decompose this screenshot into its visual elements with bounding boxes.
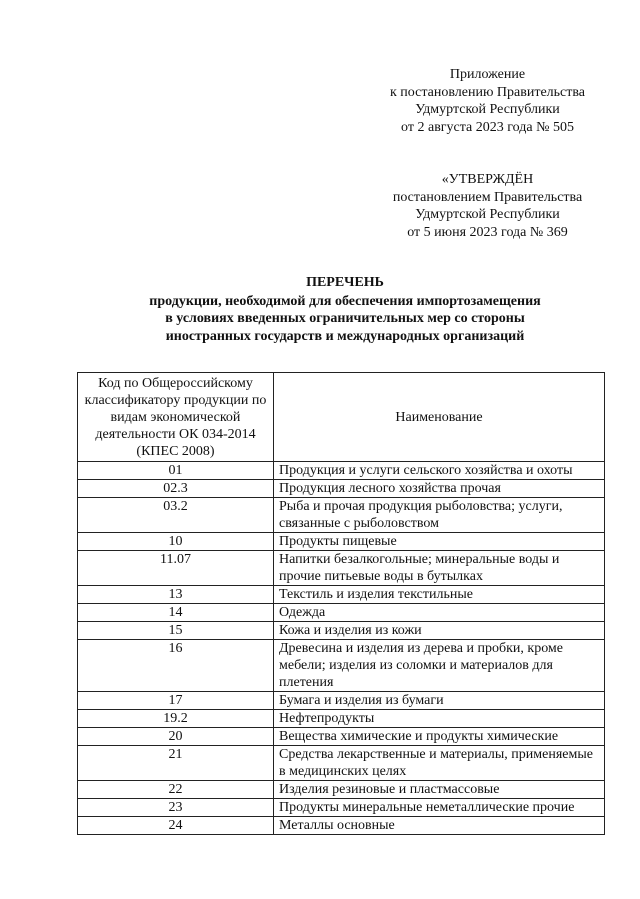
row-name: Изделия резиновые и пластмассовые [274,781,605,799]
row-code: 01 [78,462,274,480]
appendix-line: Удмуртской Республики [415,102,560,117]
table-row [78,604,605,622]
title-line: иностранных государств и международных организаций [165,328,525,344]
row-name: Кожа и изделия из кожи [274,622,605,640]
table-row [78,498,605,533]
approved-line: постановлением Правительства [392,189,583,205]
header-code: Код по Общероссийскому классификатору продукции по видам экономической деятельности ОК 034-2014 (КПЕС 2008) [78,373,274,462]
table-row [78,462,605,480]
title-line: продукции, необходимой для обеспечения импортозамещения [149,293,541,309]
table-row [78,746,605,781]
appendix-line: к постановлению Правительства [389,84,586,100]
row-code: 24 [78,817,274,835]
table-header-row [78,373,605,462]
approved-block [355,171,620,241]
row-code: 03.2 [78,498,274,533]
table-row [78,692,605,710]
table-row [78,533,605,551]
row-name: Продукция и услуги сельского хозяйства и охоты [274,462,605,480]
row-name: Продукция лесного хозяйства прочая [274,480,605,498]
table-row [78,622,605,640]
approved-line: Удмуртской Республики [415,207,560,222]
row-code: 14 [78,604,274,622]
appendix-block [360,66,615,136]
row-code: 13 [78,586,274,604]
row-name: Бумага и изделия из бумаги [274,692,605,710]
table-row [78,551,605,586]
row-name: Одежда [274,604,605,622]
row-code: 02.3 [78,480,274,498]
row-name: Рыба и прочая продукция рыболовства; услуги, связанные с рыболовством [274,498,605,533]
row-code: 19.2 [78,710,274,728]
table-row [78,799,605,817]
appendix-line: от 2 августа 2023 года № 505 [401,119,574,135]
approved-line: «УТВЕРЖДЁН [441,172,534,187]
row-name: Напитки безалкогольные; минеральные воды и прочие питьевые воды в бутылках [274,551,605,586]
document-title [60,274,630,345]
row-name: Средства лекарственные и материалы, применяемые в медицинских целях [274,746,605,781]
approved-line: от 5 июня 2023 года № 369 [407,224,568,240]
row-name: Нефтепродукты [274,710,605,728]
row-name: Продукты минеральные неметаллические прочие [274,799,605,817]
products-table [77,372,605,835]
row-code: 15 [78,622,274,640]
table-row [78,728,605,746]
row-code: 17 [78,692,274,710]
row-code: 16 [78,640,274,692]
table-row [78,781,605,799]
appendix-line: Приложение [449,67,526,82]
row-name: Древесина и изделия из дерева и пробки, кроме мебели; изделия из соломки и материалов для плетения [274,640,605,692]
table-row [78,480,605,498]
row-name: Продукты пищевые [274,533,605,551]
table-row [78,817,605,835]
title-heading: ПЕРЕЧЕНЬ [306,275,384,290]
row-code: 10 [78,533,274,551]
title-line: в условиях введенных ограничительных мер со стороны [165,311,525,326]
row-name: Текстиль и изделия текстильные [274,586,605,604]
table-row [78,710,605,728]
table-row [78,640,605,692]
row-code: 23 [78,799,274,817]
row-code: 20 [78,728,274,746]
row-code: 21 [78,746,274,781]
row-code: 22 [78,781,274,799]
row-name: Металлы основные [274,817,605,835]
row-code: 11.07 [78,551,274,586]
row-name: Вещества химические и продукты химические [274,728,605,746]
header-name: Наименование [274,373,605,462]
table-row [78,586,605,604]
